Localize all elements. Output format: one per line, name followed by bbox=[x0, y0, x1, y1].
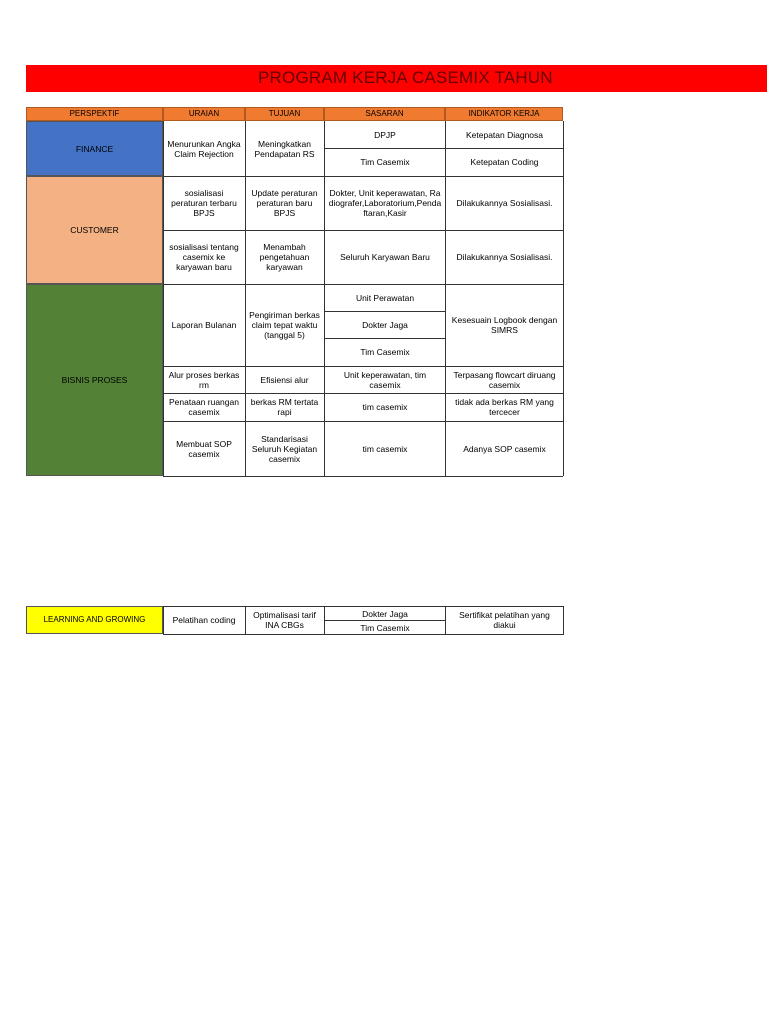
finance-indikator-2: Ketepatan Coding bbox=[470, 157, 539, 167]
title-bar bbox=[26, 65, 767, 92]
bisnis4-uraian: Membuat SOP casemix bbox=[176, 438, 232, 459]
perspective-bisnis-proses: BISNIS PROSES bbox=[26, 284, 163, 476]
bisnis3-uraian: Penataan ruangan casemix bbox=[169, 397, 239, 417]
customer2-indikator: Dilakukannya Sosialisasi. bbox=[456, 252, 553, 262]
header-sasaran: SASARAN bbox=[324, 107, 445, 121]
customer2-tujuan: Menambah pengetahuan karyawan bbox=[259, 242, 310, 272]
bisnis3-indikator: tidak ada berkas RM yang tercecer bbox=[455, 397, 554, 417]
finance-sasaran-1: DPJP bbox=[374, 129, 396, 140]
perspective-customer: CUSTOMER bbox=[26, 176, 163, 284]
learning-sasaran-1: Dokter Jaga bbox=[362, 608, 408, 619]
bisnis3-tujuan: berkas RM tertata rapi bbox=[250, 397, 319, 417]
header-perspektif: PERSPEKTIF bbox=[26, 107, 163, 121]
customer1-sasaran: Dokter, Unit keperawatan, Radiografer,Laboratorium,Pendaftaran,Kasir bbox=[328, 188, 442, 218]
bisnis1-sasaran-2: Dokter Jaga bbox=[362, 319, 408, 330]
perspective-finance: FINANCE bbox=[26, 121, 163, 176]
customer1-tujuan: Update peraturan peraturan baru BPJS bbox=[251, 188, 318, 218]
bisnis1-sasaran-3: Tim Casemix bbox=[360, 347, 410, 357]
learning-uraian: Pelatihan coding bbox=[172, 615, 236, 625]
bisnis3-sasaran: tim casemix bbox=[362, 402, 408, 412]
page-title: PROGRAM KERJA CASEMIX TAHUN bbox=[258, 68, 553, 87]
bisnis4-indikator: Adanya SOP casemix bbox=[463, 443, 546, 454]
header-tujuan: TUJUAN bbox=[245, 107, 324, 121]
finance-sasaran-2: Tim Casemix bbox=[360, 157, 410, 167]
bisnis1-indikator: Kesesuain Logbook dengan SIMRS bbox=[451, 315, 558, 335]
bisnis2-uraian: Alur proses berkas rm bbox=[168, 369, 240, 390]
bisnis1-tujuan: Pengiriman berkas claim tepat waktu (tanggal 5) bbox=[249, 310, 320, 340]
bisnis1-sasaran-1: Unit Perawatan bbox=[355, 292, 415, 303]
bisnis1-uraian: Laporan Bulanan bbox=[171, 320, 237, 330]
finance-uraian: Menurunkan Angka Claim Rejection bbox=[167, 138, 241, 159]
bisnis4-tujuan: Standarisasi Seluruh Kegiatan casemix bbox=[251, 433, 318, 464]
customer1-indikator: Dilakukannya Sosialisasi. bbox=[456, 198, 553, 208]
bisnis2-indikator: Terpasang flowcart diruang casemix bbox=[453, 369, 556, 390]
perspective-learning-growing: LEARNING AND GROWING bbox=[26, 606, 163, 634]
customer2-sasaran: Seluruh Karyawan Baru bbox=[340, 252, 430, 262]
customer1-uraian: sosialisasi peraturan terbaru BPJS bbox=[171, 188, 237, 218]
finance-indikator-1: Ketepatan Diagnosa bbox=[465, 129, 544, 140]
customer2-uraian: sosialisasi tentang casemix ke karyawan baru bbox=[169, 242, 239, 272]
learning-sasaran-2: Tim Casemix bbox=[360, 622, 410, 633]
finance-tujuan: Meningkatkan Pendapatan RS bbox=[254, 138, 315, 159]
bisnis2-tujuan: Efisiensi alur bbox=[260, 374, 309, 385]
bisnis4-sasaran: tim casemix bbox=[362, 443, 408, 454]
bisnis2-sasaran: Unit keperawatan, tim casemix bbox=[343, 369, 427, 390]
learning-indikator: Sertifikat pelatihan yang diakui bbox=[459, 610, 550, 630]
header-indikator-kerja: INDIKATOR KERJA bbox=[445, 107, 563, 121]
header-uraian: URAIAN bbox=[163, 107, 245, 121]
learning-tujuan: Optimalisasi tarif INA CBGs bbox=[253, 610, 316, 630]
